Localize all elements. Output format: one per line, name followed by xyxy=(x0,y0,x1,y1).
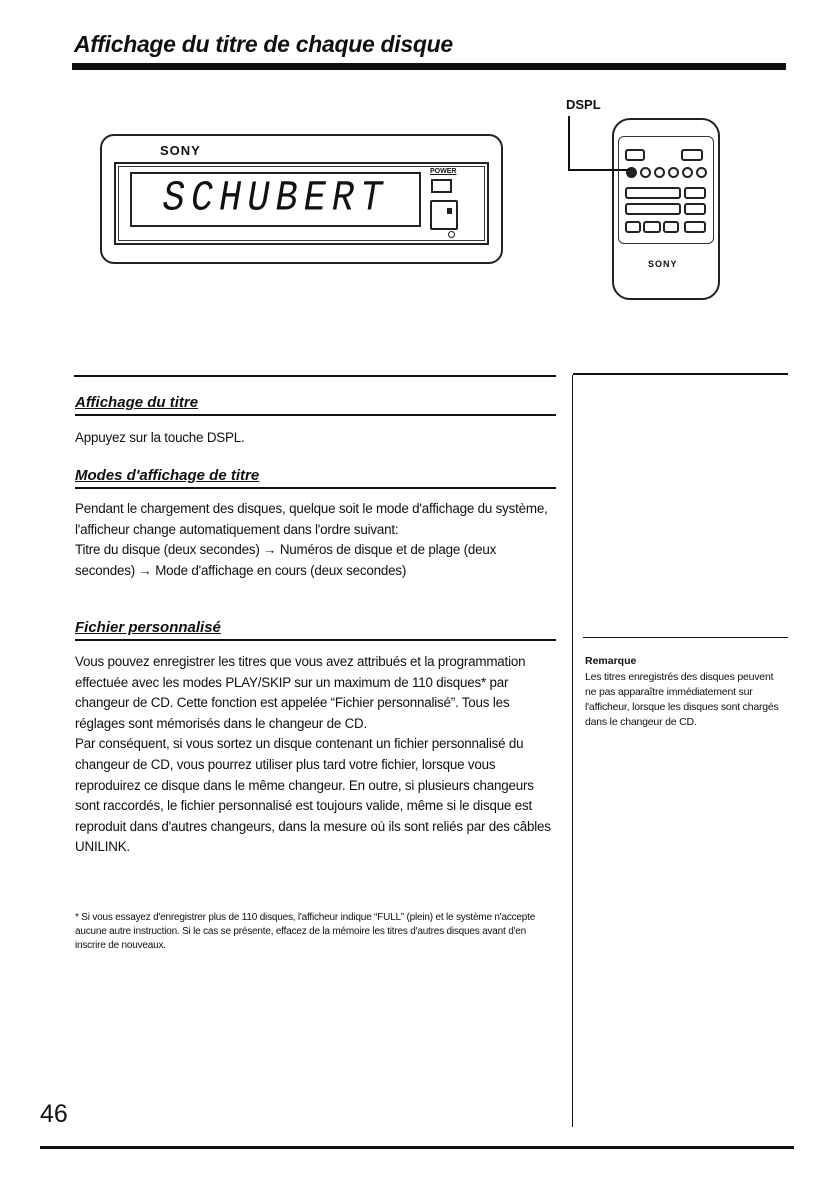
power-label: POWER xyxy=(430,168,457,175)
section-body xyxy=(75,428,557,449)
footnote: * Si vous essayez d'enregistrer plus de 110 disques, l'afficheur indique “FULL” (plein) et le système n'accepte aucune autre instruction. Si le cas se présente, effacez de la mémoire les titres d'autres disques avant d'en inscrire de nouveaux. xyxy=(75,912,536,951)
section-body xyxy=(75,499,557,581)
head-unit-brand: SONY xyxy=(160,143,201,158)
paragraph: Titre du disque (deux secondes) → Numéros de disque et de plage (deux secondes) → Mode d'affichage en cours (deux secondes) xyxy=(75,542,497,578)
indicator-dot xyxy=(448,231,455,238)
section-heading-text: Fichier personnalisé xyxy=(75,619,221,636)
remote-button xyxy=(684,203,706,215)
note-title: Remarque xyxy=(585,655,637,667)
remote-number-button xyxy=(668,167,679,178)
page-number: 46 xyxy=(40,1100,68,1128)
remote-number-button xyxy=(640,167,651,178)
section-heading xyxy=(75,467,556,489)
remote-seek-button xyxy=(625,203,681,215)
sidebar-rule xyxy=(573,373,788,375)
section-rule xyxy=(74,375,556,377)
remote-button xyxy=(684,221,706,233)
power-button xyxy=(431,179,452,193)
section-heading xyxy=(75,394,556,416)
page-title: Affichage du titre de chaque disque xyxy=(74,31,453,57)
remote-button-panel xyxy=(618,136,714,244)
remote-number-button xyxy=(654,167,665,178)
column-divider xyxy=(572,375,573,1127)
remote-button xyxy=(663,221,679,233)
remote-skip-button xyxy=(625,187,681,199)
remote-button xyxy=(625,221,641,233)
note-rule xyxy=(583,637,788,638)
remote-button xyxy=(625,149,645,161)
dspl-leader-line xyxy=(568,116,570,171)
paragraph: Par conséquent, si vous sortez un disque contenant un fichier personnalisé du changeur de CD, vous pourrez utiliser plus tard votre fichier, lorsque vous reproduirez ce disque dans le même changeur. En outre, si plusieurs changeurs sont raccordés, le fichier personnalisé est toujours valide, même si le disque est reproduit dans d'autres changeurs, dans la mesure où ils sont reliés par des câbles UNILINK. xyxy=(75,736,551,855)
note-text: Les titres enregistrés des disques peuvent ne pas apparaître immédiatement sur l'afficheur, lorsque les disques sont chargés dans le changeur de CD. xyxy=(585,671,779,728)
remote-button xyxy=(681,149,703,161)
remote-number-button xyxy=(696,167,707,178)
paragraph: Vous pouvez enregistrer les titres que vous avez attribués et la programmation effectuée avec les modes PLAY/SKIP sur un maximum de 110 disques* par changeur de CD. Cette fonction est appelée “Fichier personnalisé”. Tous les réglages sont mémorisés dans le changeur de CD. xyxy=(75,654,526,731)
remote-brand: SONY xyxy=(648,259,678,269)
remote-button xyxy=(643,221,661,233)
section-heading xyxy=(75,619,556,641)
dspl-callout-label: DSPL xyxy=(566,97,601,112)
release-button xyxy=(430,200,458,230)
section-heading-text: Modes d'affichage de titre xyxy=(75,467,260,484)
lcd-display-text: SCHUBERT xyxy=(162,174,389,224)
paragraph: Pendant le chargement des disques, quelque soit le mode d'affichage du système, l'afficheur change automatiquement dans l'ordre suivant: xyxy=(75,501,548,537)
paragraph: Appuyez sur la touche DSPL. xyxy=(75,430,245,445)
dspl-leader-line xyxy=(568,169,630,171)
footer-rule xyxy=(40,1146,794,1149)
remote-button xyxy=(684,187,706,199)
remote-number-button xyxy=(682,167,693,178)
title-rule xyxy=(72,63,786,70)
section-heading-text: Affichage du titre xyxy=(75,394,199,411)
section-body xyxy=(75,652,557,858)
